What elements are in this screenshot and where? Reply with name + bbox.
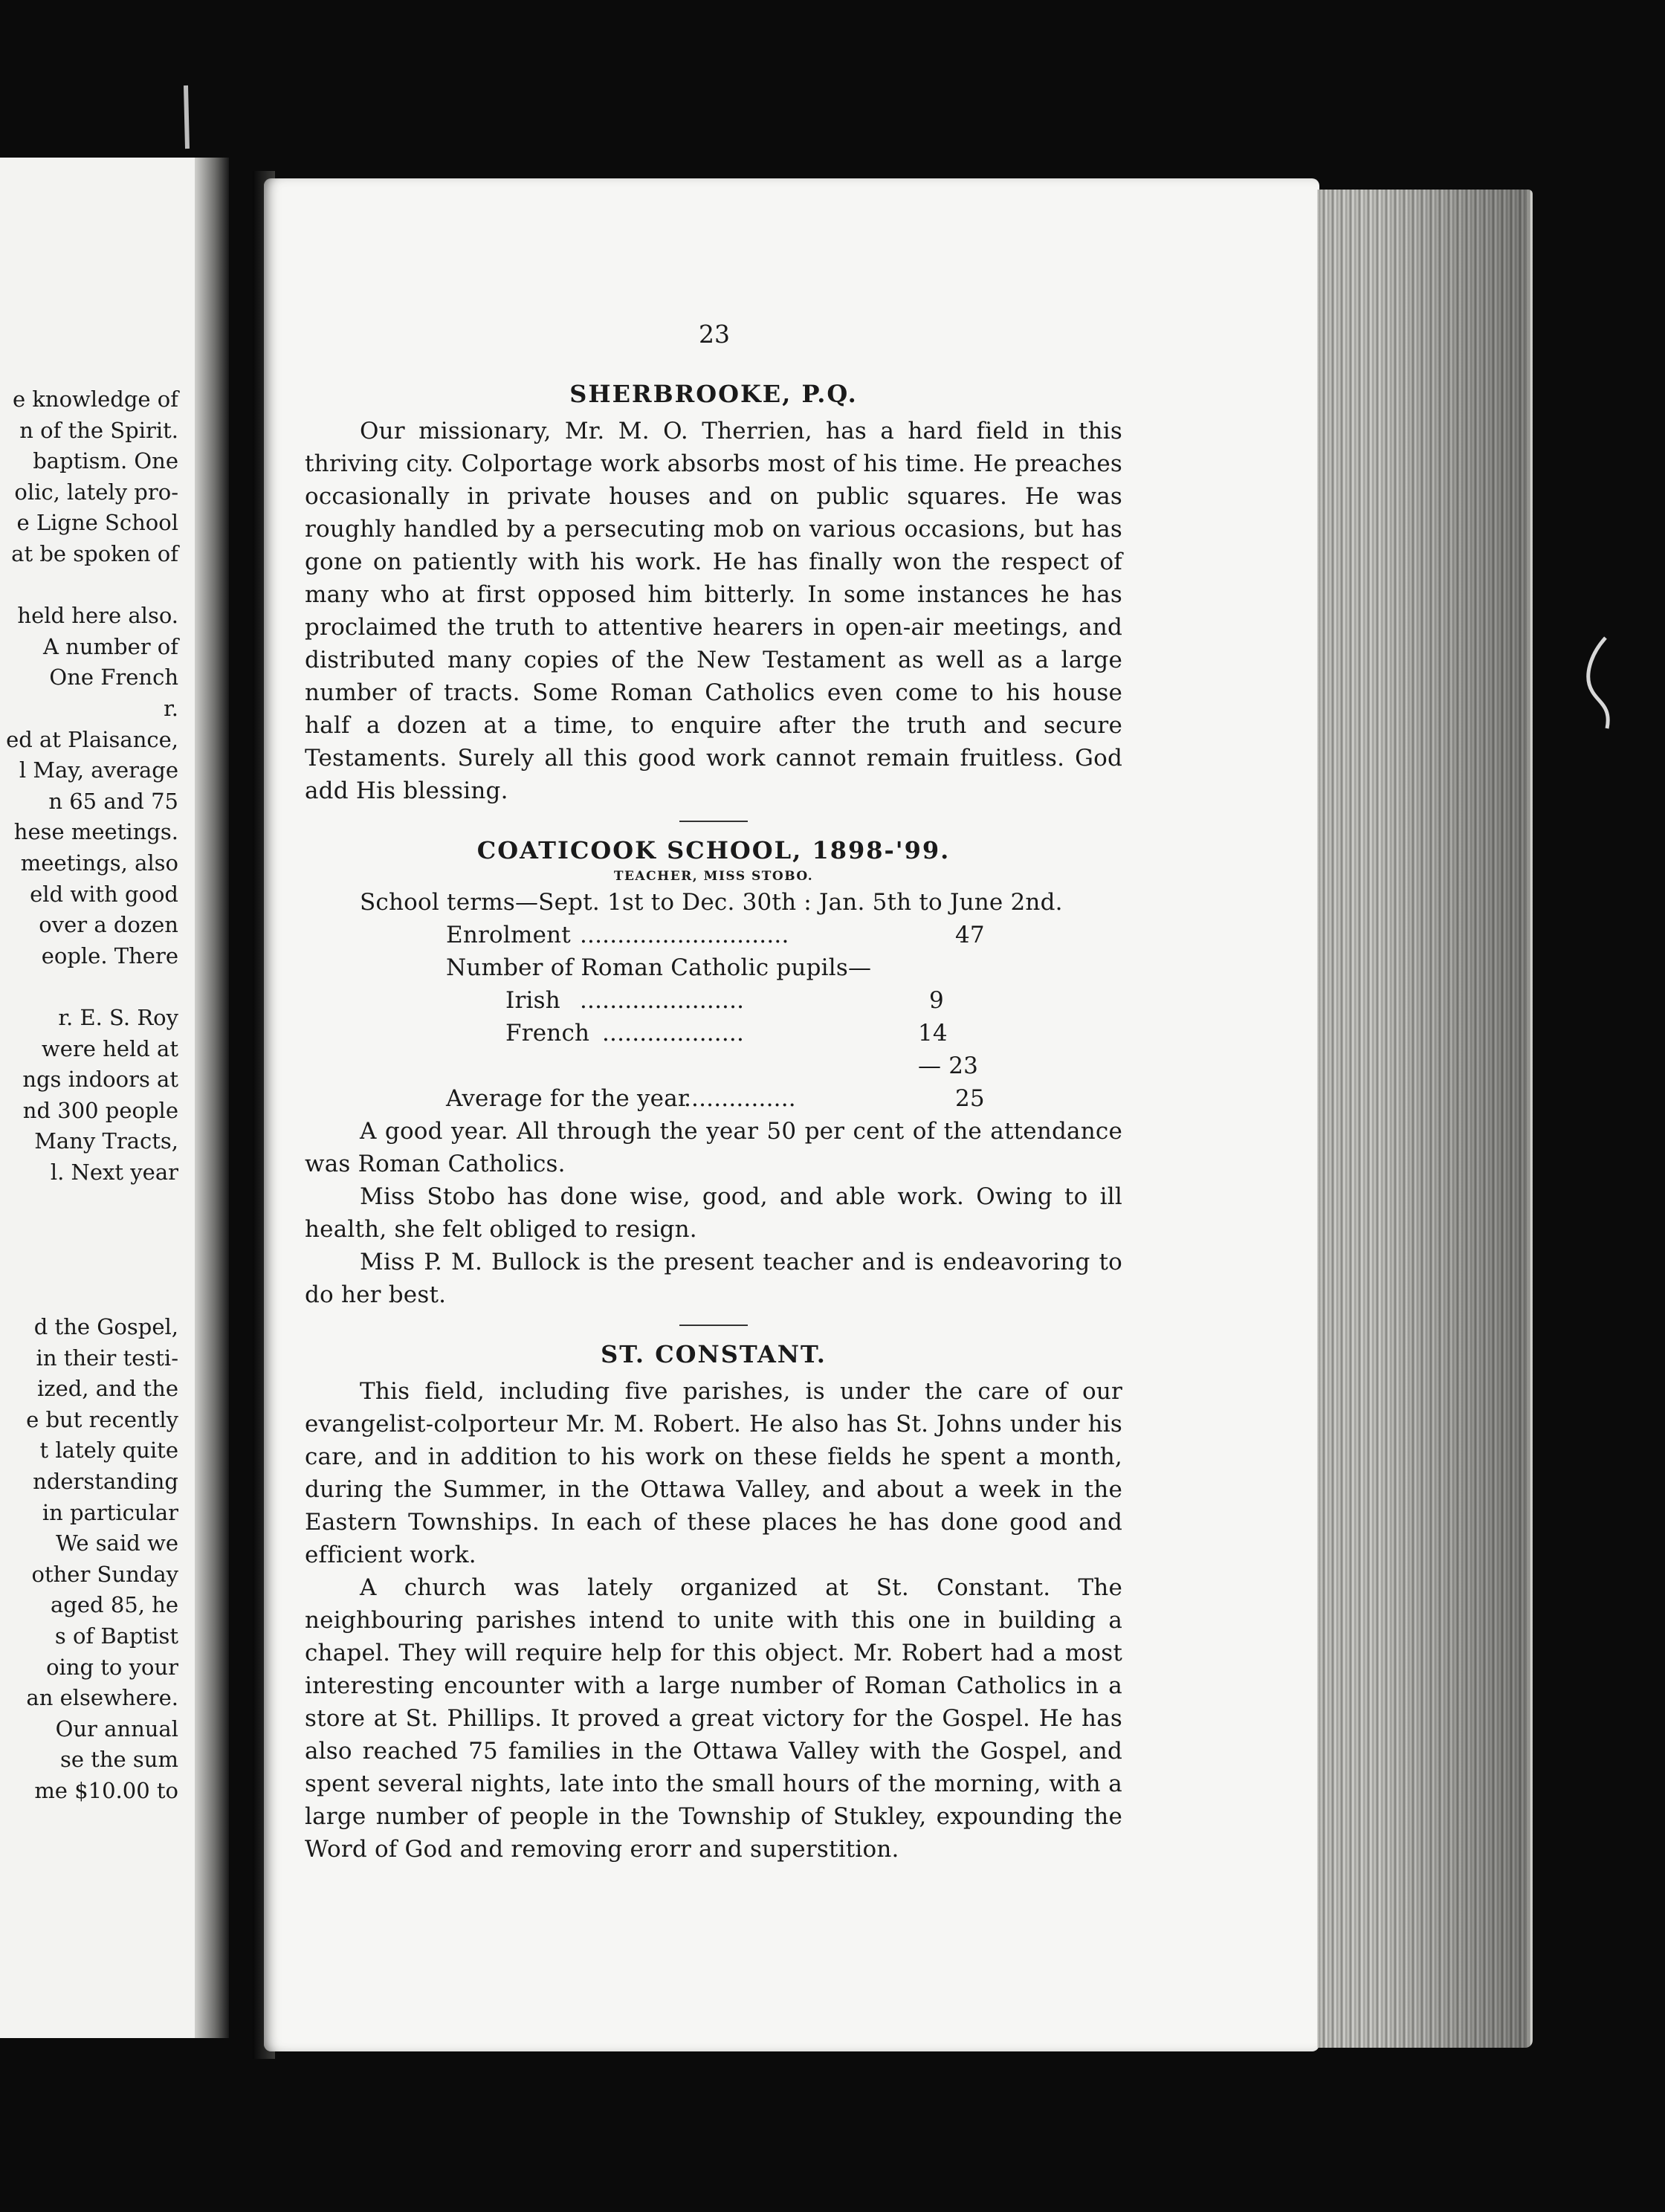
leader-dots: ............................ xyxy=(580,922,789,948)
enrolment-row xyxy=(305,919,1122,951)
left-page-line: We said we xyxy=(55,1530,178,1556)
left-page-line: se the sum xyxy=(59,1747,178,1773)
left-page-line: hese meetings. xyxy=(13,819,178,845)
corner-mark xyxy=(171,82,201,156)
rc-pupils-label: Number of Roman Catholic pupils— xyxy=(446,954,872,981)
enrolment-table xyxy=(305,919,1122,1115)
left-page-line: t lately quite xyxy=(39,1438,178,1464)
page-number: 23 xyxy=(699,320,730,349)
left-page-line: were held at xyxy=(41,1035,178,1061)
french-row xyxy=(305,1017,1122,1050)
left-page-line: eld with good xyxy=(30,881,178,907)
left-page-line: meetings, also xyxy=(20,850,178,876)
coaticook-teacher: TEACHER, MISS STOBO. xyxy=(613,869,814,884)
rc-total-value: — 23 xyxy=(918,1052,979,1079)
left-page-line: baptism. One xyxy=(33,448,178,474)
left-page-gutter xyxy=(195,158,229,2038)
left-page-line: e but recently xyxy=(26,1406,178,1432)
left-page-line: ed at Plaisance, xyxy=(6,726,178,752)
coaticook-paragraph-3: Miss P. M. Bullock is the present teacher and is endeavoring to do her best. xyxy=(305,1249,1122,1308)
enrolment-label: Enrolment xyxy=(446,922,571,948)
average-row xyxy=(305,1082,1122,1115)
irish-value: 9 xyxy=(929,987,944,1014)
irish-row xyxy=(305,984,1122,1017)
left-page-line: aged 85, he xyxy=(51,1592,178,1618)
leader-dots: ................... xyxy=(602,1020,745,1047)
left-page-line: s of Baptist xyxy=(54,1623,178,1649)
left-page-line: ngs indoors at xyxy=(22,1067,178,1093)
section-divider xyxy=(679,821,748,822)
leader-dots: ...................... xyxy=(580,987,745,1014)
left-page-line: d the Gospel, xyxy=(33,1314,178,1339)
left-page-line: l. Next year xyxy=(50,1160,178,1185)
coaticook-paragraph-1: A good year. All through the year 50 per cent of the attendance was Roman Catholics. xyxy=(305,1118,1122,1177)
sherbrooke-paragraph: Our missionary, Mr. M. O. Therrien, has a hard field in this thriving city. Colportage work absorbs most of his time. He preaches occasionally in private houses and on public squares. He was roughly handled by a persecuting mob on various occasions, but has gone on patiently with his work. He has finally won the respect of many who at first opposed him bitterly. In some instances he has proclaimed the truth to attentive hearers in open-air meetings, and distributed many copies of the New Testament as well as a large number of tracts. Some Roman Catholics even come to his house half a dozen at a time, to enquire after the truth and secure Testaments. Surely all this good work cannot remain fruitless. God add His blessing. xyxy=(305,418,1122,804)
average-value: 25 xyxy=(955,1085,985,1112)
left-page-line: Many Tracts, xyxy=(34,1128,178,1154)
average-label: Average for the year xyxy=(446,1085,689,1112)
left-page-line: e Ligne School xyxy=(16,510,178,536)
left-page-line: A number of xyxy=(42,633,178,659)
left-page-line: other Sunday xyxy=(31,1561,178,1587)
section-divider xyxy=(679,1325,748,1326)
left-page-line: r. E. S. Roy xyxy=(58,1005,178,1030)
rc-total-row xyxy=(305,1050,1122,1082)
coaticook-heading: COATICOOK SCHOOL, 1898-'99. xyxy=(476,836,951,864)
left-page-line: eople. There xyxy=(41,942,178,968)
left-page-line: One French xyxy=(49,664,178,691)
rc-pupils-row xyxy=(305,951,1122,984)
left-page-line: n of the Spirit. xyxy=(19,417,178,443)
left-page-line: nderstanding xyxy=(33,1469,178,1494)
st-constant-paragraph-1: This field, including five parishes, is under the care of our evangelist-colporteur Mr. M. Robert. He also has St. Johns under his care, and in addition to his work on these fields he spent a month, during the Summer, in the Ottawa Valley, and about a week in the Eastern Townships. In each of these places he has done good and efficient work. xyxy=(305,1378,1122,1568)
st-constant-paragraph-2: A church was lately organized at St. Constant. The neighbouring parishes intend to unite with this one in building a chapel. They will require help for this object. Mr. Robert had a most interesting encounter with a large number of Roman Catholics in a store at St. Phillips. It proved a great victory for the Gospel. He has also reached 75 families in the Ottawa Valley with the Gospel, and spent several nights, late into the small hours of the morning, with a large number of people in the Township of Stukley, expounding the Word of God and removing erorr and superstition. xyxy=(305,1574,1122,1863)
left-page-line: over a dozen xyxy=(39,912,178,938)
irish-label: Irish xyxy=(505,987,560,1014)
coaticook-paragraph-2: Miss Stobo has done wise, good, and able work. Owing to ill health, she felt obliged to resign. xyxy=(305,1183,1122,1243)
left-page-line: r. xyxy=(164,696,178,721)
left-page-line: e knowledge of xyxy=(12,387,178,412)
left-page-line: oing to your xyxy=(46,1654,178,1680)
french-label: French xyxy=(505,1020,590,1047)
page-content xyxy=(305,320,1122,1866)
st-constant-heading: ST. CONSTANT. xyxy=(601,1340,827,1368)
left-page-line: olic, lately pro- xyxy=(14,479,178,505)
left-page-line: held here also. xyxy=(17,603,178,629)
left-page-line: an elsewhere. xyxy=(26,1685,178,1711)
left-page-line: ized, and the xyxy=(37,1376,178,1402)
french-value: 14 xyxy=(918,1020,948,1047)
left-page-line: me $10.00 to xyxy=(34,1778,178,1803)
left-page-line: Our annual xyxy=(55,1715,178,1742)
leader-dots: ............... xyxy=(684,1085,796,1112)
left-page-line: in their testi- xyxy=(36,1345,178,1371)
sherbrooke-heading: SHERBROOKE, P.Q. xyxy=(569,380,858,408)
page-block-shadow xyxy=(1379,190,1527,2048)
left-page-line: at be spoken of xyxy=(11,541,178,566)
school-terms: School terms—Sept. 1st to Dec. 30th : Jan. 5th to June 2nd. xyxy=(360,889,1063,916)
enrolment-value: 47 xyxy=(955,922,985,948)
left-page-line: in particular xyxy=(42,1499,178,1525)
left-page-line: nd 300 people xyxy=(22,1097,178,1123)
left-page-line: l May, average xyxy=(19,757,178,783)
margin-mark xyxy=(1576,632,1620,736)
left-page-line: n 65 and 75 xyxy=(48,788,178,814)
